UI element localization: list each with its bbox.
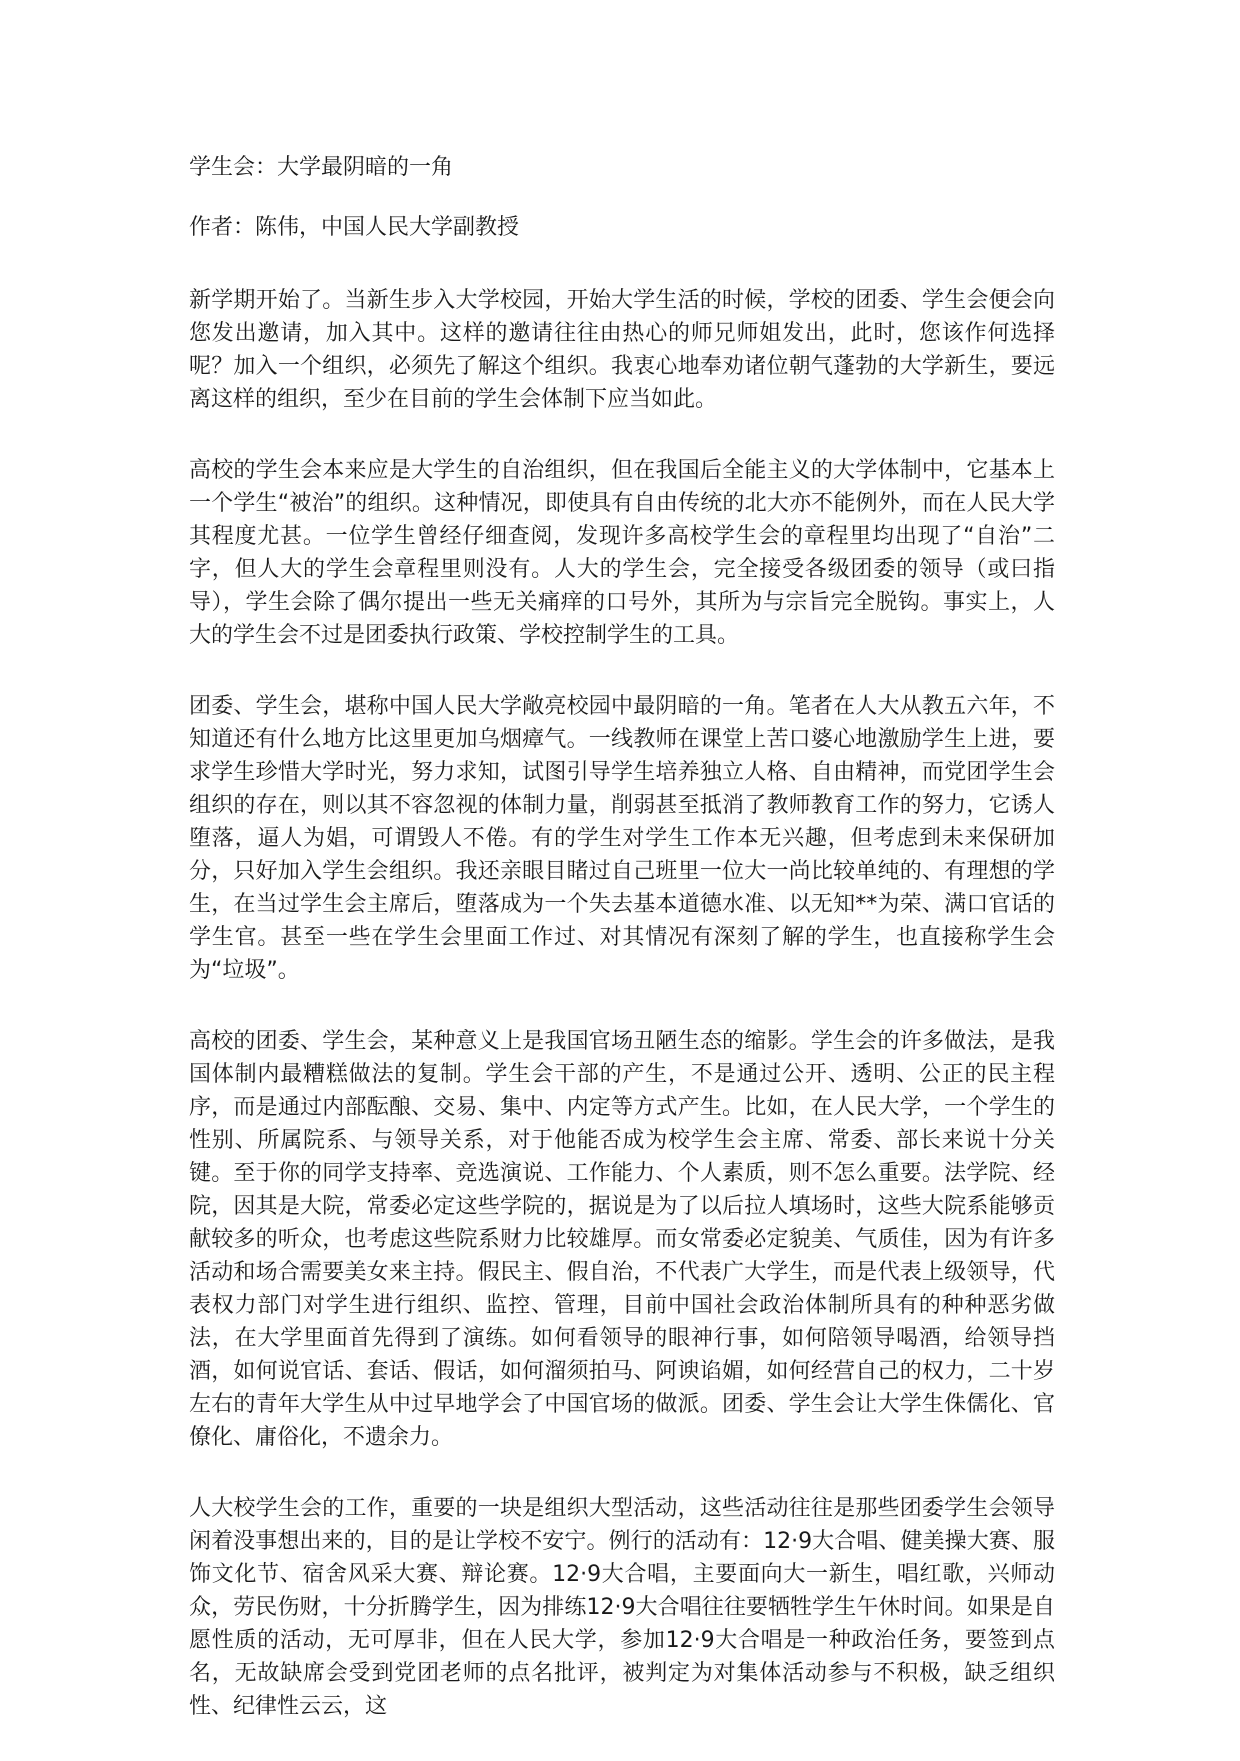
paragraph-4: 高校的团委、学生会，某种意义上是我国官场丑陋生态的缩影。学生会的许多做法，是我国体制内最糟糕做法的复制。学生会干部的产生，不是通过公开、透明、公正的民主程序，而是通过内部酝酿、交易、集中、内定等方式产生。比如，在人民大学，一个学生的性别、所属院系、与领导关系，对于他能否成为校学生会主席、常委、部长来说十分关键。至于你的同学支持率、竞选演说、工作能力、个人素质，则不怎么重要。法学院、经院，因其是大院，常委必定这些学院的，据说是为了以后拉人填场时，这些大院系能够贡献较多的听众，也考虑这些院系财力比较雄厚。而女常委必定貌美、气质佳，因为有许多活动和场合需要美女来主持。假民主、假自治，不代表广大学生，而是代表上级领导，代表权力部门对学生进行组织、监控、管理，目前中国社会政治体制所具有的种种恶劣做法，在大学里面首先得到了演练。如何看领导的眼神行事，如何陪领导喝酒，给领导挡酒，如何说官话、套话、假话，如何溜须拍马、阿谀谄媚，如何经营自己的权力，二十岁左右的青年大学生从中过早地学会了中国官场的做派。团委、学生会让大学生侏儒化、官僚化、庸俗化，不遗余力。 [189,1029,1055,1450]
document-title: 学生会：大学最阴暗的一角 [189,155,454,180]
paragraph-1: 新学期开始了。当新生步入大学校园，开始大学生活的时候，学校的团委、学生会便会向您发出邀请，加入其中。这样的邀请往往由热心的师兄师姐发出，此时，您该作何选择呢？加入一个组织，必须先了解这个组织。我衷心地奉劝诸位朝气蓬勃的大学新生，要远离这样的组织，至少在目前的学生会体制下应当如此。 [189,288,1055,412]
paragraph-3: 团委、学生会，堪称中国人民大学敞亮校园中最阴暗的一角。笔者在人大从教五六年，不知道还有什么地方比这里更加乌烟瘴气。一线教师在课堂上苦口婆心地激励学生上进，要求学生珍惜大学时光，努力求知，试图引导学生培养独立人格、自由精神，而党团学生会组织的存在，则以其不容忽视的体制力量，削弱甚至抵消了教师教育工作的努力，它诱人堕落，逼人为娼，可谓毁人不倦。有的学生对学生工作本无兴趣，但考虑到未来保研加分，只好加入学生会组织。我还亲眼目睹过自己班里一位大一尚比较单纯的、有理想的学生，在当过学生会主席后，堕落成为一个失去基本道德水准、以无知**为荣、满口官话的学生官。甚至一些在学生会里面工作过、对其情况有深刻了解的学生，也直接称学生会为“垃圾”。 [189,694,1055,983]
paragraph-5: 人大校学生会的工作，重要的一块是组织大型活动，这些活动往往是那些团委学生会领导闲着没事想出来的，目的是让学校不安宁。例行的活动有：12·9大合唱、健美操大赛、服饰文化节、宿舍风采大赛、辩论赛。12·9大合唱，主要面向大一新生，唱红歌，兴师动众，劳民伤财，十分折腾学生，因为排练12·9大合唱往往要牺牲学生午休时间。如果是自愿性质的活动，无可厚非，但在人民大学，参加12·9大合唱是一种政治任务，要签到点名，无故缺席会受到党团老师的点名批评，被判定为对集体活动参与不积极，缺乏组织性、纪律性云云，这 [189,1496,1055,1719]
document-byline: 作者：陈伟，中国人民大学副教授 [189,215,520,240]
paragraph-2: 高校的学生会本来应是大学生的自治组织，但在我国后全能主义的大学体制中，它基本上一个学生“被治”的组织。这种情况，即使具有自由传统的北大亦不能例外，而在人民大学其程度尤甚。一位学生曾经仔细查阅，发现许多高校学生会的章程里均出现了“自治”二字，但人大的学生会章程里则没有。人大的学生会，完全接受各级团委的领导（或曰指导），学生会除了偶尔提出一些无关痛痒的口号外，其所为与宗旨完全脱钩。事实上，人大的学生会不过是团委执行政策、学校控制学生的工具。 [189,458,1055,648]
document-page [189,150,1055,1761]
